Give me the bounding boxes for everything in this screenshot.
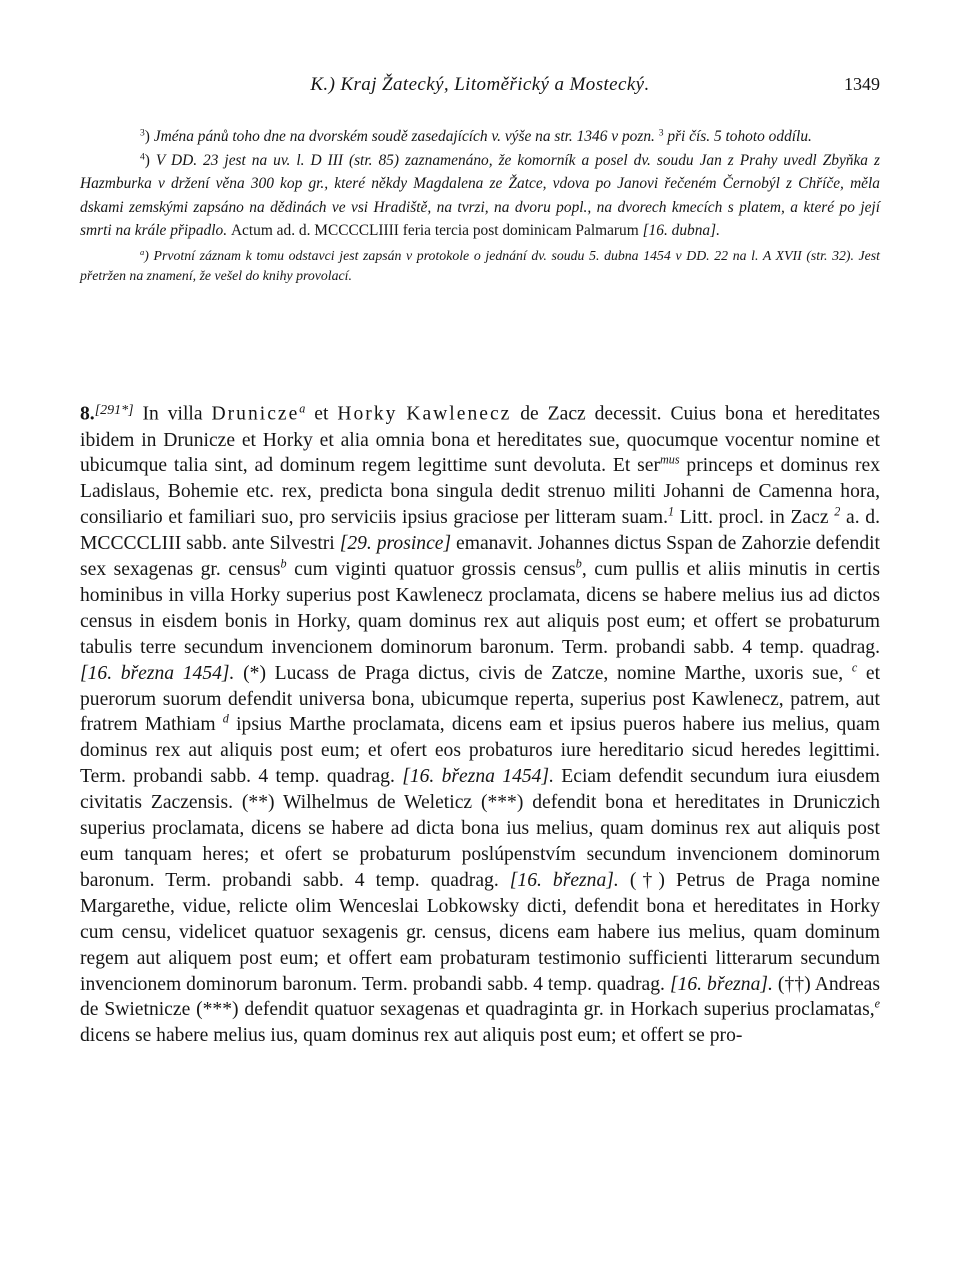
place-name: Horky <box>337 403 398 425</box>
footnote-4: $^4$) V DD. 23 jest na uv. l. D III (str. 85) zaznamenáno, že komorník a posel dv. soudu Jan z Prahy uvedl Zbyňka z Hazmburka v držení věna 300 kop gr., které někdy Magdalena ze Žatce, vdova po Janovi řečeném Černobýl z Chříče, měla dskami zemskými zapsáno na dědinách ve vsi Hradiště, na tvrzi, na dvoru popl., na dvorech kmecích s platem, a které po její smrti na krále připadlo. Actum ad. d. MCCCCLIIII feria tercia post dominicam Palmarum [16. dubna]. <box>80 150 880 240</box>
footnote-date: [16. dubna]. <box>642 222 720 240</box>
footnote-text: V DD. 23 jest na uv. l. D III (str. 85) zaznamenáno, že komorník a posel dv. soudu Jan z Prahy uvedl Zbyňka z Hazmburka v držení věna 300 kop gr., které někdy Magdalena ze Žatce, vdova po Janovi řečeném Černobýl z Chříče, měla dskami zemskými zapsáno na dědinách ve vsi Hradiště, na tvrzi, na dvoru popl., na dvorech kmecích s platem, a které po její smrti na krále připadlo. <box>80 151 880 240</box>
footnote-text: při čís. 5 tohoto oddílu. <box>667 128 812 145</box>
entry-text: Litt. procl. in Zacz <box>679 507 829 529</box>
entry-text: defendit quatuor sexagenas et quadraginta gr. in Horkach superius proclamatas, <box>244 999 875 1021</box>
textual-note-a: $^a$) Prvotní záznam k tomu odstavci jest zapsán v protokole o jednání dv. soudu 5. dubna 1454 v DD. 22 na l. A XVII (str. 32). Jest přetržen na znamení, že vešel do knihy provolací. <box>80 246 880 283</box>
marker: (***) <box>196 999 239 1021</box>
place-name: Kawlenecz <box>406 403 512 425</box>
footnote-ref: 2 <box>834 504 841 519</box>
footnote-text: Prvotní záznam k tomu odstavci jest zapsán v protokole o jednání dv. soudu 5. dubna 1454 v DD. 22 na l. A XVII (str. 32). Jest přetržen na znamení, že vešel do knihy provolací. <box>80 247 880 283</box>
note-mark: b <box>280 556 287 571</box>
place-name: Drunicze <box>211 403 300 425</box>
entry-text: cum viginti quatuor grossis census <box>294 559 576 581</box>
entry-text: , cum pullis et aliis minutis in certis hominibus in villa Horky superius post Kawlenecz proclamata, dicens se habere melius ius ad dictos census in eisdem bonis in Horky, quam dominus rex aut aliquis post eum; et offert se probaturum tabulis terre secundum invencionem dominorum baronum. Term. probandi sabb. 4 temp. quadrag. <box>80 559 880 658</box>
footnote-marker: a <box>140 246 145 257</box>
entry-text: Eciam defendit secundum iura eiusdem civitatis Zaczensis. <box>80 766 880 814</box>
page-header <box>80 74 880 106</box>
date-bracket: [16. března 1454]. <box>80 662 235 684</box>
entry-text: Wilhelmus de Weleticz <box>283 792 473 814</box>
date-bracket: [16. března]. <box>509 869 619 891</box>
footnote-ref: 1 <box>668 504 675 519</box>
footnote-latin: Actum ad. d. MCCCCLIIII feria tercia post dominicam Palmarum <box>230 222 639 240</box>
entry-text: et puerorum suorum defendit universa bona, ubicumque reperta, superius post Kawlenecz, patrem, aut fratrem Mathiam <box>80 662 881 736</box>
date-bracket: [16. března]. <box>669 973 773 995</box>
footnote-text: Jména pánů toho dne na dvorském soudě zasedajících v. výše na str. 1346 v pozn. <box>153 128 655 145</box>
note-mark: a <box>299 401 306 416</box>
note-mark: c <box>851 660 858 675</box>
marker: (*) <box>243 662 266 684</box>
folio-reference: [291*] <box>94 403 134 418</box>
entry-text: emanavit. Johannes dictus Sspan de Zahorzie defendit sex sexagenas gr. census <box>80 533 880 581</box>
entry-text: defendit bona et hereditates in Druniczich superius proclamata, dicens se habere ad dicta bona ius melius, quam dominus rex aut aliquis post eum tanquam heres; et ofert se probaturum poslúpenstvím secundum invencionem dominorum baronum. Term. probandi sabb. 4 temp. quadrag. <box>80 792 881 891</box>
footnote-marker: 3 <box>140 127 145 139</box>
entry-text: de Zacz decessit. Cuius bona et hereditates ibidem in Drunicze et Horky et alia omnia bona et hereditates sue, quocumque vocentur nomine et ubicumque talia sint, ad dominum regem legittime sunt devoluta. Et ser <box>80 403 880 477</box>
footnote-3: $^3$) Jména pánů toho dne na dvorském soudě zasedajících v. výše na str. 1346 v pozn. $^3$ při čís. 5 tohoto oddílu. <box>140 127 812 145</box>
footnote-ref: 3 <box>658 127 664 139</box>
entry-text: In villa <box>142 403 203 425</box>
entry-text: Lucass de Praga dictus, civis de Zatcze, nomine Marthe, uxoris sue, <box>274 662 844 684</box>
entry-text: dicens se habere melius ius, quam dominus rex aut aliquis post eum; et offert se pro- <box>80 1025 743 1047</box>
entry-text: Petrus de Praga nomine Margarethe, vidue, relicte olim Wenceslai Lobkowsky dicti, defendit bona et hereditates in Horky cum censu, videlicet quatuor sexagenis gr. census, dicens eam habere ius melius, quam dominum regem aut aliquem post eum; et offert eam probaturam testimonio sufficienti litterarum secundum invencionem dominorum baronum. Term. probandi sabb. 4 temp. quadrag. <box>80 869 880 995</box>
date-bracket: [16. března 1454]. <box>402 766 554 788</box>
date-bracket: [29. prosince] <box>339 533 452 555</box>
marker: (†) <box>629 869 665 891</box>
note-mark: b <box>575 556 582 571</box>
entry-text: ipsius Marthe proclamata, dicens eam et ipsius pueros habere ius melius, quam dominus rex aut aliquis post eum; et ofert eos probaturos iure hereditario sicud heredes legittimi. Term. probandi sabb. 4 temp. quadrag. <box>80 714 880 788</box>
marker: (**) <box>241 792 275 814</box>
note-mark: e <box>874 997 880 1012</box>
footnote-marker: 4 <box>140 150 145 162</box>
entry-text: a. d. MCCCCLIII sabb. ante Silvestri <box>80 507 880 555</box>
marker: (††) <box>777 973 811 995</box>
entry-text: princeps et dominus rex Ladislaus, Bohemie etc. rex, predicta bona singula dedit strenuo militi Johanni de Camenna hora, consiliario et familiari suo, pro serviciis ipsius graciose per litteram suam. <box>80 455 881 529</box>
entry-8 <box>80 398 880 1049</box>
entry-text: et <box>314 403 329 425</box>
entry-text: Andreas de Swietnicze <box>80 973 880 1021</box>
abbreviation-superscript: mus <box>659 453 680 468</box>
page-number: 1349 <box>844 74 880 94</box>
marker: (***) <box>480 792 524 814</box>
footnotes-block <box>80 125 880 286</box>
note-mark: d <box>222 712 229 727</box>
running-title: K.) Kraj Žatecký, Litoměřický a Mostecký. <box>310 74 650 95</box>
entry-number: 8. <box>80 403 95 425</box>
